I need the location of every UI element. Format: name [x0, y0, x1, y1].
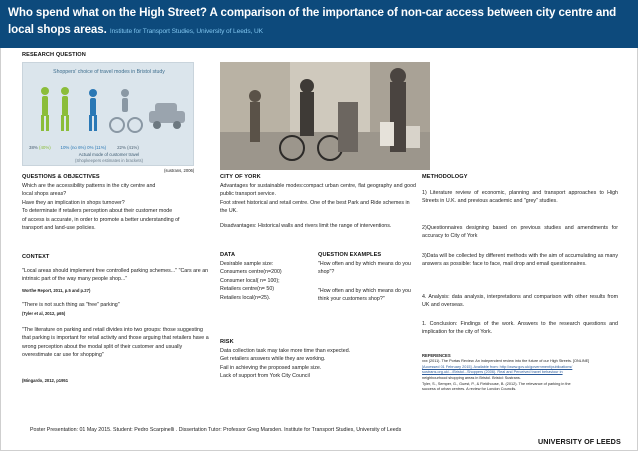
- stat-walk-estimate: (40%): [39, 145, 51, 150]
- car-figure-icon: [149, 103, 185, 129]
- infographic-figures: [23, 77, 195, 145]
- reference-item: xxx (2011). The Portas Review. An independent review into the future of our High Streets. [ONLINE]: [422, 359, 590, 364]
- bus-figure-icon: [89, 89, 97, 131]
- question-line: Which are the accessibility patterns in the city centre and: [22, 183, 156, 189]
- methodology-step-2: 2)Questionnaires designing based on previous studies and amendments for accuracy to City of York: [422, 225, 618, 240]
- methodology-heading: METHODOLOGY: [422, 174, 468, 180]
- questions-text: [22, 182, 214, 232]
- travel-modes-infographic: [22, 62, 194, 166]
- data-heading: DATA: [220, 252, 236, 258]
- methodology-step-1: 1) Literature review of economic, planning and transport approaches to High Streets in U.K. and previous academic and "grey" studies.: [422, 190, 618, 205]
- questions-heading: QUESTIONS & OBJECTIVES: [22, 174, 100, 180]
- stat-car: 22% (41%): [117, 145, 139, 150]
- infographic-title: Shoppers' choice of travel modes in Bristol study: [53, 69, 165, 75]
- research-question-heading: RESEARCH QUESTION: [22, 52, 86, 58]
- data-line: Desirable sample size:: [220, 261, 274, 267]
- context-source-3: (Mingardo, 2012, p1951: [22, 378, 69, 383]
- stat-walk: 38%: [29, 145, 38, 150]
- stat-cycle: 0% (11%): [87, 145, 107, 150]
- reference-item: success of urban centres. A review for London Councils.: [422, 387, 517, 392]
- references-heading: REFERENCES: [422, 353, 451, 358]
- reference-item: neighbourhood shopping areas in Bristol. Bristol: Sustrans.: [422, 375, 521, 380]
- city-heading: CITY OF YORK: [220, 174, 261, 180]
- risk-line: Data collection task may take more time than expected.: [220, 348, 351, 354]
- risk-line: Fail in achieving the proposed sample size.: [220, 364, 322, 371]
- context-source-1: Worthe Report, 2011, p.5 and p.27): [22, 288, 91, 293]
- question-example-1: "How often and by which means do you shop"?: [318, 261, 411, 276]
- cyclist-figure-icon: [110, 89, 142, 132]
- question-line: of access is accurate, in order to promote a better understanding of: [22, 216, 180, 223]
- question-line: To determinate if retailers perception about their customer mode: [22, 208, 173, 215]
- poster-title-text: Who spend what on the High Street? A comparison of the importance of non-car access between city centre and local shops areas.: [8, 6, 617, 36]
- city-advantages-2: Foot street historical and retail centre. One of the best Park and Ride schemes in the UK.: [220, 200, 410, 215]
- question-example-2: "How often and by which means do you think your customers shop?": [318, 288, 411, 303]
- infographic-caption: (sustrans, 2006): [164, 168, 195, 173]
- reference-link[interactable]: [Accessed 01 February 2015]. Available from: http://www.gov.uk/government/publications/: [422, 364, 573, 369]
- reference-link[interactable]: sustrans.org.uk/.../Bristol...Shoppers (2006). Real and Perceived travel behaviour in: [422, 370, 563, 375]
- methodology-step-3: 3)Data will be collected by different methods with the aim of accumulating as many answers as possible: face to face, mail drop and email questionnaires.: [422, 253, 618, 268]
- university-logo-text: UNIVERSITY OF LEEDS: [538, 437, 621, 446]
- walking-figure-2-icon: [61, 87, 69, 131]
- infographic-stats: [29, 145, 193, 150]
- risk-heading: RISK: [220, 339, 234, 345]
- data-line: Consumers centre(n=200): [220, 269, 282, 276]
- data-line: Retailers local(n=25).: [220, 294, 271, 301]
- risk-text: [220, 347, 416, 381]
- question-examples-heading: QUESTION EXAMPLES: [318, 252, 382, 258]
- context-quote-2: "There is not such thing as "free" parking": [22, 302, 120, 308]
- poster-title: [8, 4, 630, 40]
- context-quote-3: "The literature on parking and retail divides into two groups: those suggesting that parking is important for retail activity and those arguing that retailers have a wrong perception about the modal split of their customer and usually overestimate car use for shopping": [22, 327, 209, 359]
- high-street-photo: [220, 62, 430, 170]
- walking-figure-icon: [41, 87, 49, 131]
- infographic-actual-label: Actual mode of customer travel: [78, 152, 140, 157]
- question-line: transport and land-use policies.: [22, 225, 96, 232]
- poster-affiliation: Institute for Transport Studies, University of Leeds, UK: [109, 28, 263, 35]
- data-line: Retailers centre(n= 50): [220, 286, 275, 293]
- context-source-2: (Tyler et al, 2012, p65): [22, 311, 66, 316]
- street-scene-image: [220, 62, 430, 170]
- methodology-step-4: 4. Analysis: data analysis, interpretations and comparison with other results from UK and overseas.: [422, 294, 618, 309]
- question-line: local shops areas?: [22, 191, 67, 198]
- poster-header: [0, 0, 638, 48]
- risk-line: Lack of support from York City Council: [220, 373, 310, 380]
- references-list: [422, 359, 618, 393]
- context-heading: CONTEXT: [22, 254, 50, 260]
- infographic-estimate-label: (Shopkeepers estimates in brackets): [75, 158, 143, 163]
- methodology-step-5: 1. Conclusion: Findings of the work. Answers to the research questions and implication for the city of York.: [422, 321, 618, 336]
- city-advantages: Advantages for sustainable modes:compact urban centre, flat geography and good public transport service.: [220, 183, 416, 198]
- question-line: Have they an implication in shops turnover?: [22, 199, 125, 206]
- stat-bus: 10% (no 6%): [60, 145, 86, 150]
- city-disadvantages: Disadvantages: Historical walls and rivers limit the range of interventions.: [220, 223, 392, 229]
- data-text: [220, 260, 312, 302]
- risk-line: Get retailers answers while they are working.: [220, 356, 326, 363]
- reference-item: Tyler, S., Semper, G., Guest, P., & Fieldhouse, B. (2012). The relevance of parking in the: [422, 381, 571, 386]
- references-block: [422, 353, 618, 393]
- data-line: Consumer local( n= 100);: [220, 277, 280, 284]
- context-quote-1: "Local areas should implement free controlled parking schemes..." "Cars are an intrinsic part of the way many people shop...": [22, 268, 209, 283]
- poster-footer: Poster Presentation: 01 May 2015. Student: Pedro Scarpinelli . Dissertation Tutor: Professor Greg Marsden. Institute for Transport Studies, University of Leeds: [30, 427, 402, 433]
